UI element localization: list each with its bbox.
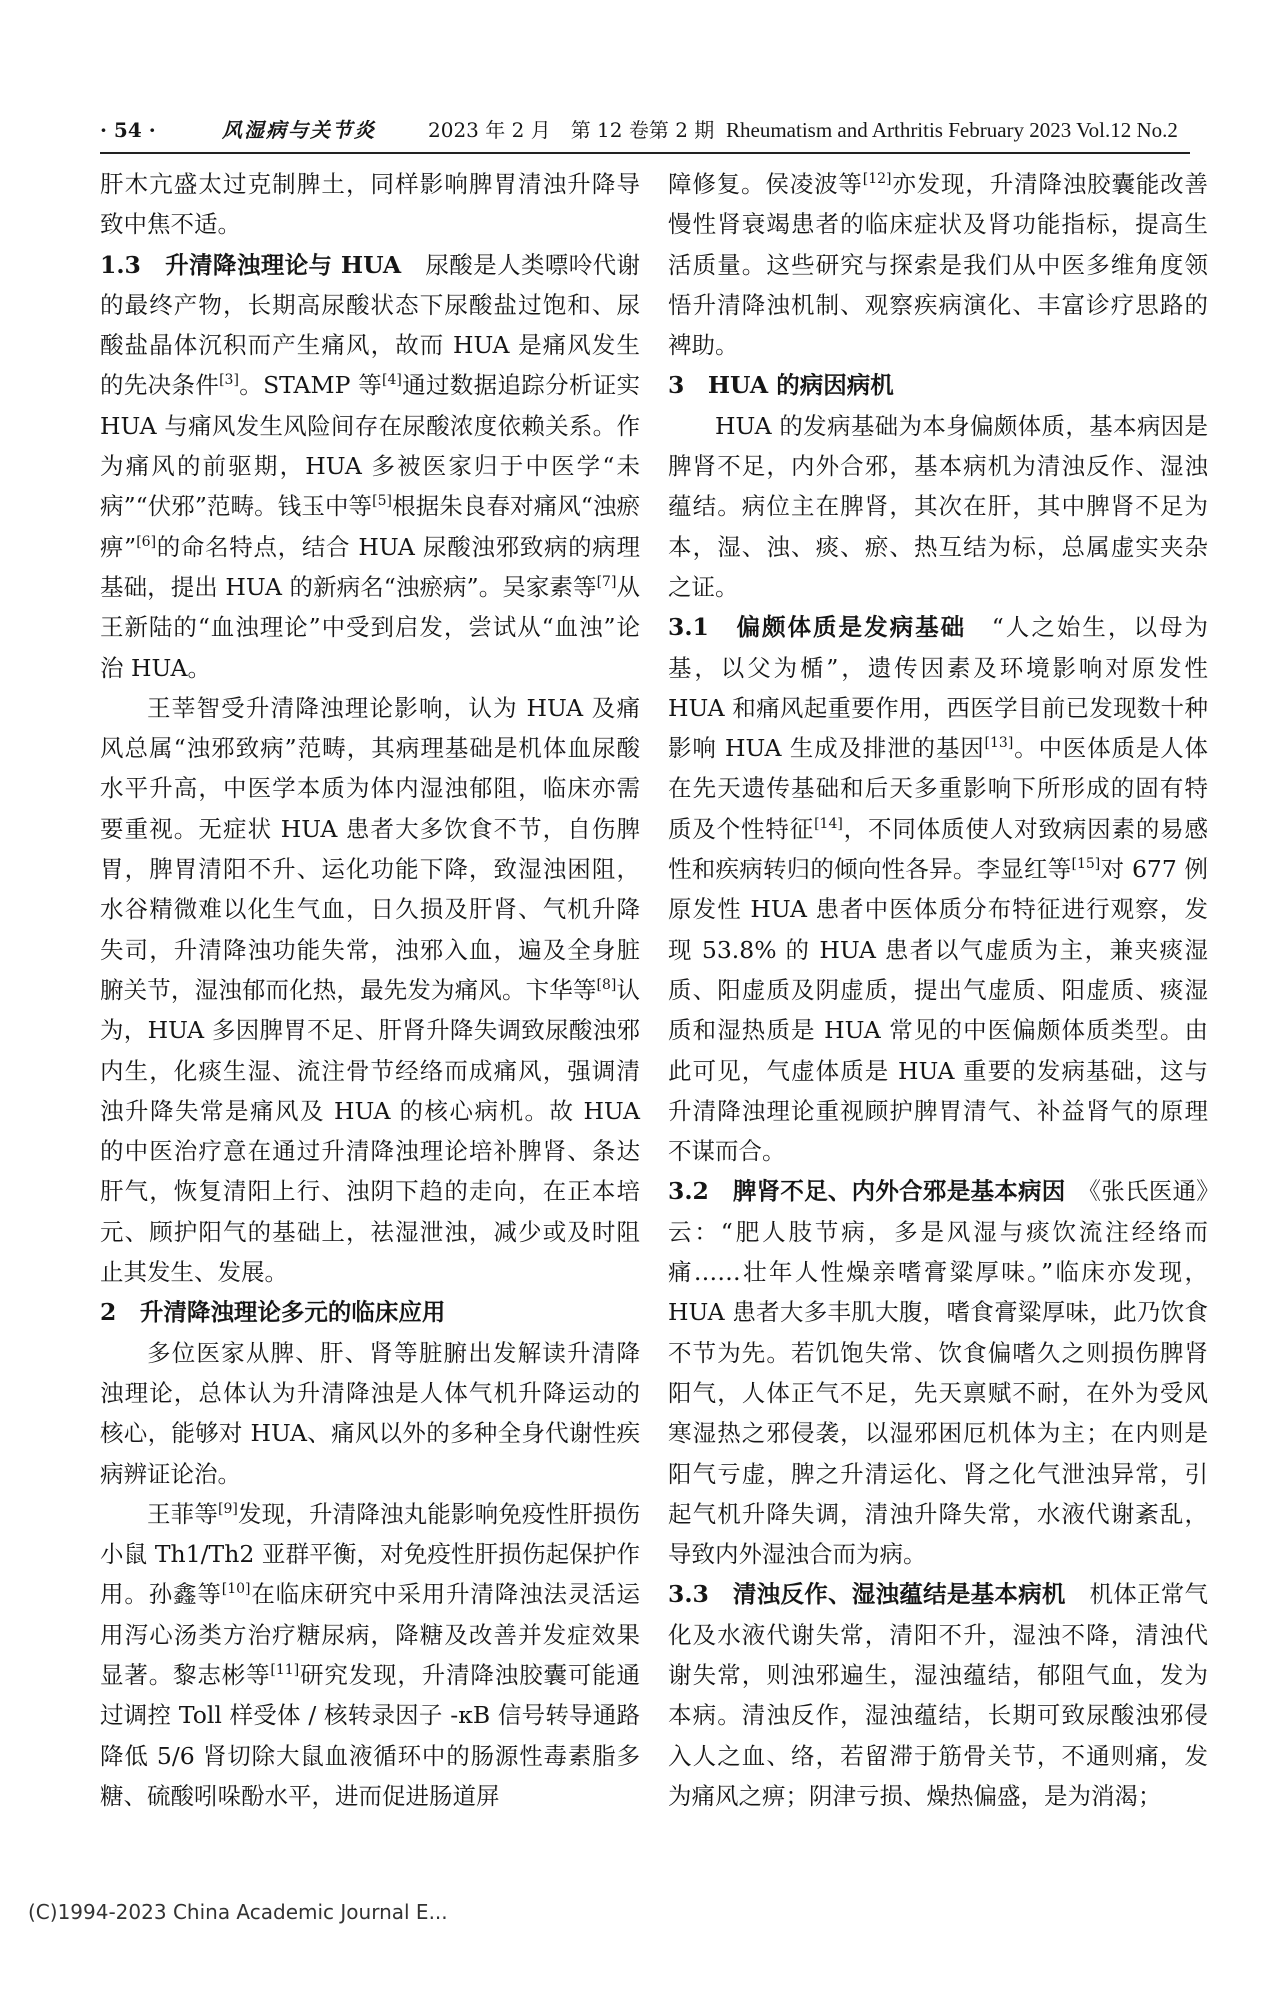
left-column xyxy=(100,164,640,1816)
section-heading: 3 HUA 的病因病机 xyxy=(668,371,894,400)
issue-info: 2023 年 2 月 第 12 卷第 2 期 xyxy=(428,118,715,142)
paragraph: 3.2 脾肾不足、内外合邪是基本病因 《张氏医通》云：“肥人肢节病，多是风湿与痰饮流注经络而痛……壮年人性燥亲嗜膏粱厚味。”临床亦发现，HUA 患者大多丰肌大腹，嗜食膏粱厚味，此乃饮食不节为先。若饥饱失常、饮食偏嗜久之则损伤脾肾阳气，人体正气不足，先天禀赋不耐，在外为受风寒湿热之邪侵袭，以湿邪困厄机体为主；在内则是阳气亏虚，脾之升清运化、肾之化气泄浊异常，引起气机升降失调，清浊升降失常，水液代谢紊乱，导致内外湿浊合而为病。 xyxy=(668,1177,1208,1569)
paragraph: 1.3 升清降浊理论与 HUA 尿酸是人类嘌呤代谢的最终产物，长期高尿酸状态下尿酸盐过饱和、尿酸盐晶体沉积而产生痛风，故而 HUA 是痛风发生的先决条件[3]。STAMP 等[4]通过数据追踪分析证实 HUA 与痛风发生风险间存在尿酸浓度依赖关系。作为痛风的前驱期，HUA 多被医家归于中医学“未病”“伏邪”范畴。钱玉中等[5]根据朱良春对痛风“浊瘀痹”[6]的命名特点，结合 HUA 尿酸浊邪致病的病理基础，提出 HUA 的新病名“浊瘀病”。吴家素等[7]从王新陆的“血浊理论”中受到启发，尝试从“血浊”论治 HUA。 xyxy=(100,250,641,682)
section-heading: 2 升清降浊理论多元的临床应用 xyxy=(100,1298,446,1327)
section-heading: 3.1 偏颇体质是发病基础 xyxy=(668,613,967,642)
paragraph: 王莘智受升清降浊理论影响，认为 HUA 及痛风总属“浊邪致病”范畴，其病理基础是机体血尿酸水平升高，中医学本质为体内湿浊郁阻，临床亦需要重视。无症状 HUA 患者大多饮食不节，自伤脾胃，脾胃清阳不升、运化功能下降，致湿浊困阻，水谷精微难以化生气血，日久损及肝肾、气机升降失司，升清降浊功能失常，浊邪入血，遍及全身脏腑关节，湿浊郁而化热，最先发为痛风。卞华等[8]认为，HUA 多因脾胃不足、肝肾升降失调致尿酸浊邪内生，化痰生湿、流注骨节经络而成痛风，强调清浊升降失常是痛风及 HUA 的核心病机。故 HUA 的中医治疗意在通过升清降浊理论培补脾肾、条达肝气，恢复清阳上行、浊阴下趋的走向，在正本培元、顾护阳气的基础上，祛湿泄浊，减少或及时阻止其发生、发展。 xyxy=(100,693,641,1287)
paragraph: 多位医家从脾、肝、肾等脏腑出发解读升清降浊理论，总体认为升清降浊是人体气机升降运动的核心，能够对 HUA、痛风以外的多种全身代谢性疾病辨证论治。 xyxy=(100,1338,640,1488)
paragraph: HUA 的发病基础为本身偏颇体质，基本病因是脾肾不足，内外合邪，基本病机为清浊反作、湿浊蕴结。病位主在脾肾，其次在肝，其中脾肾不足为本，湿、浊、痰、瘀、热互结为标，总属虚实夹杂之证。 xyxy=(668,411,1208,601)
journal-title: 风湿病与关节炎 xyxy=(222,118,376,142)
section-heading: 3.3 清浊反作、湿浊蕴结是基本病机 xyxy=(668,1580,1066,1609)
right-column xyxy=(668,164,1208,1816)
page-number: · 54 · xyxy=(100,118,156,142)
header-rule xyxy=(100,152,1190,154)
copyright-footer: (C)1994-2023 China Academic Journal E... xyxy=(28,1900,448,1924)
english-issue-info: Rheumatism and Arthritis February 2023 Vol.12 No.2 xyxy=(726,118,1178,142)
paragraph: 障修复。侯凌波等[12]亦发现，升清降浊胶囊能改善慢性肾衰竭患者的临床症状及肾功能指标，提高生活质量。这些研究与探索是我们从中医多维角度领悟升清降浊机制、观察疾病演化、丰富诊疗思路的裨助。 xyxy=(668,170,1209,360)
paragraph: 王菲等[9]发现，升清降浊丸能影响免疫性肝损伤小鼠 Th1/Th2 亚群平衡，对免疫性肝损伤起保护作用。孙鑫等[10]在临床研究中采用升清降浊法灵活运用泻心汤类方治疗糖尿病，降糖及改善并发症效果显著。黎志彬等[11]研究发现，升清降浊胶囊可能通过调控 Toll 样受体 / 核转录因子 -κB 信号转导通路降低 5/6 肾切除大鼠血液循环中的肠源性毒素脂多糖、硫酸吲哚酚水平，进而促进肠道屏 xyxy=(100,1499,641,1810)
section-heading: 1.3 升清降浊理论与 HUA xyxy=(100,250,402,279)
section-heading: 3.2 脾肾不足、内外合邪是基本病因 xyxy=(668,1177,1066,1206)
paragraph: 3.3 清浊反作、湿浊蕴结是基本病机 机体正常气化及水液代谢失常，清阳不升，湿浊不降，清浊代谢失常，则浊邪遍生，湿浊蕴结，郁阻气血，发为本病。清浊反作，湿浊蕴结，长期可致尿酸浊邪侵入人之血、络，若留滞于筋骨关节，不通则痛，发为痛风之痹；阴津亏损、燥热偏盛，是为消渴； xyxy=(668,1580,1209,1810)
paragraph: 3.1 偏颇体质是发病基础 “人之始生，以母为基，以父为楯”，遗传因素及环境影响对原发性 HUA 和痛风起重要作用，西医学目前已发现数十种影响 HUA 生成及排泄的基因[13]。中医体质是人体在先天遗传基础和后天多重影响下所形成的固有特质及个性特征[14]，不同体质使人对致病因素的易感性和疾病转归的倾向性各异。李显红等[15]对 677 例原发性 HUA 患者中医体质分布特征进行观察，发现 53.8% 的 HUA 患者以气虚质为主，兼夹痰湿质、阳虚质及阴虚质，提出气虚质、阳虚质、痰湿质和湿热质是 HUA 常见的中医偏颇体质类型。由此可见，气虚体质是 HUA 重要的发病基础，这与升清降浊理论重视顾护脾胃清气、补益肾气的原理不谋而合。 xyxy=(668,613,1209,1166)
paragraph: 肝木亢盛太过克制脾土，同样影响脾胃清浊升降导致中焦不适。 xyxy=(100,170,640,239)
running-header xyxy=(100,112,1190,148)
